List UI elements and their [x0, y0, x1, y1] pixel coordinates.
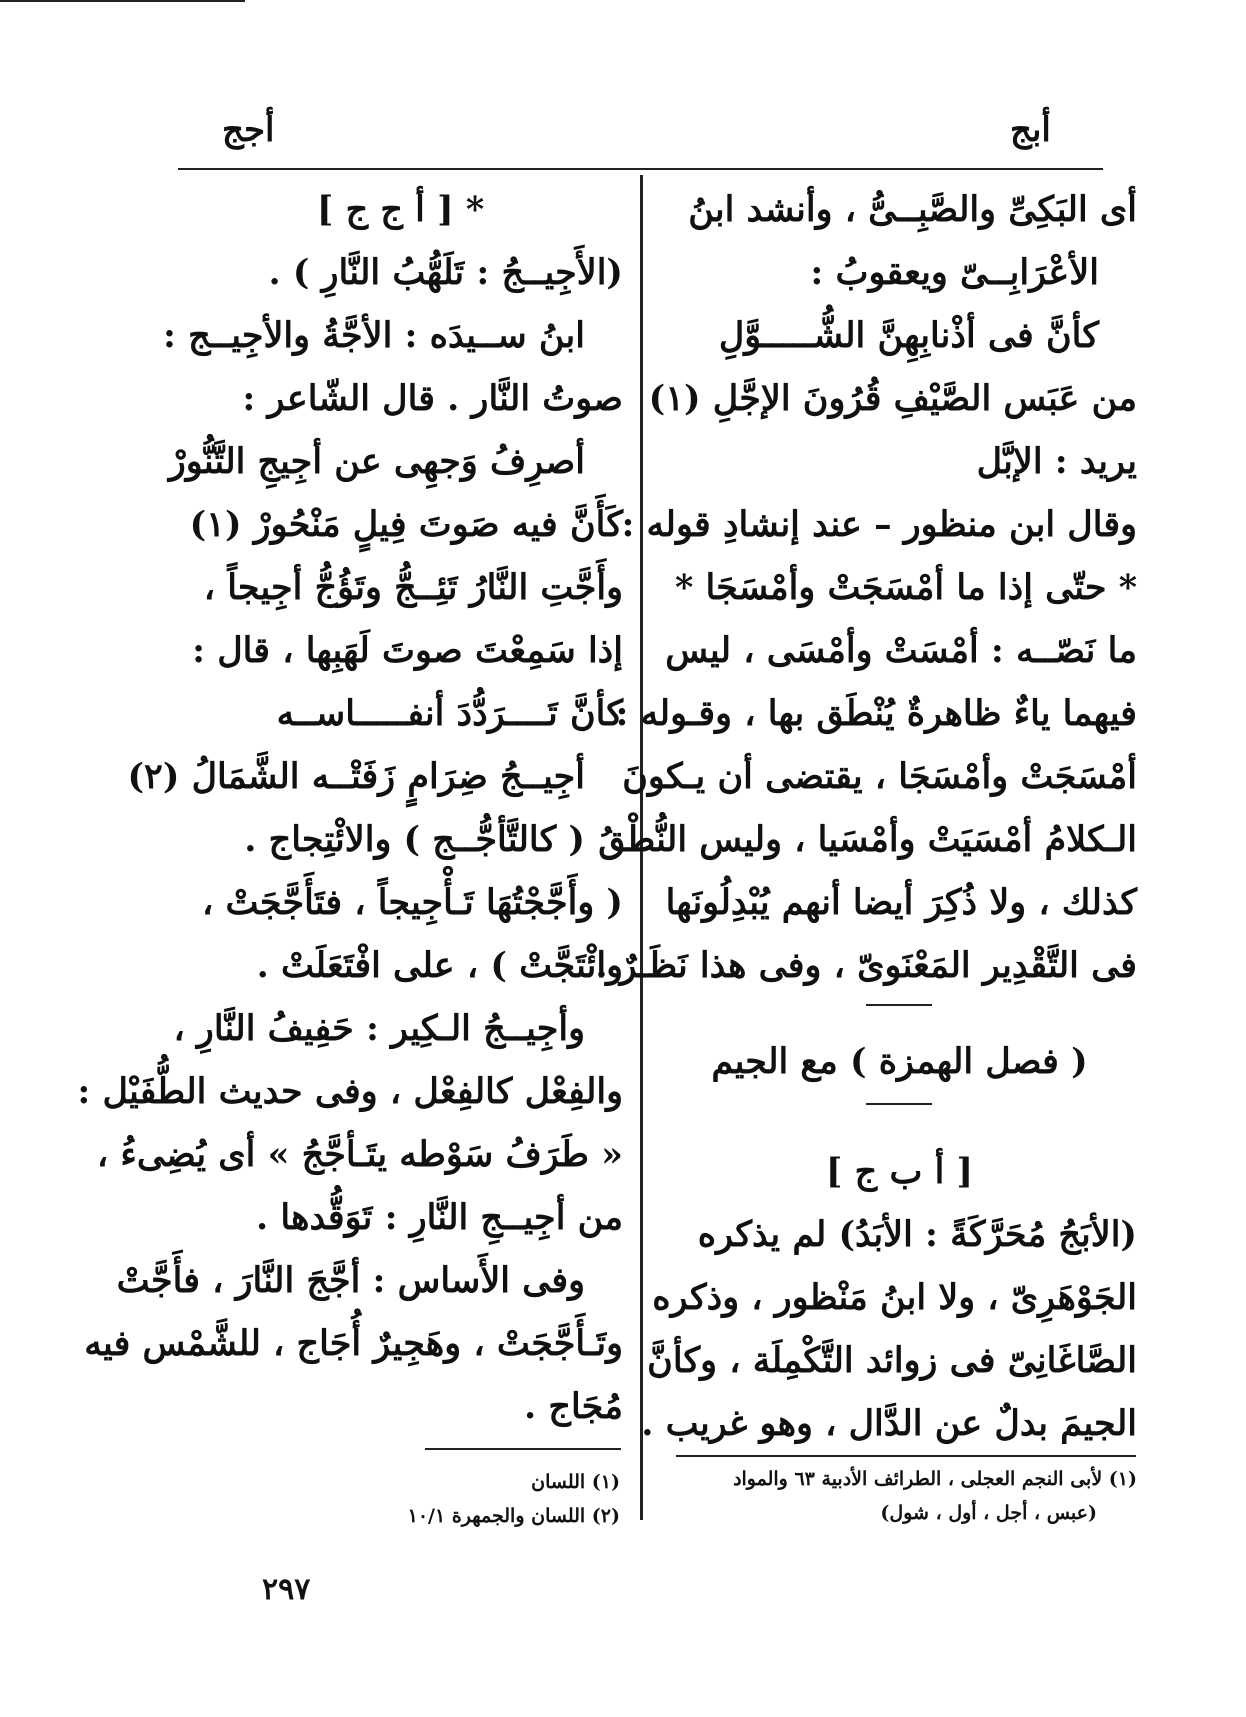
verse-line: أجِيــجُ ضِرَامٍ زَفَتْــه الشَّمَالُ (٢) [127, 756, 585, 797]
footnotes-right [662, 1462, 1137, 1530]
text-line: صوتُ النَّار . قال الشّاعر : [242, 378, 623, 419]
text-line: الأعْرَابِــىّ ويعقوبُ : [810, 252, 1099, 293]
text-line: والفِعْل كالفِعْل ، وفى حديث الطُّفَيْل : [77, 1071, 623, 1112]
verse-line: كأنَّ تَــــرَدُّدَ أنفـــــاســه [276, 693, 623, 734]
text-line: مُجَاج . [524, 1386, 623, 1427]
text-line: ( كالتَّأجُّــج ) والائْتِجاج . [244, 819, 585, 860]
text-line: وأجِيــجُ الـكِير : حَفِيفُ النَّارِ ، [173, 1008, 585, 1049]
text-line: الـكلامُ أمْسَيَتْ وأمْسَيا ، وليس النُّطْقُ [598, 819, 1137, 860]
section-rule-bottom [866, 1103, 932, 1105]
text-line: (الأبَجُ مُحَرَّكَةً : الأبَدُ) لم يذكره [697, 1214, 1137, 1255]
text-line: ما نَصّــه : أمْسَتْ وأمْسَى ، ليس [665, 630, 1137, 671]
section-title-wrap [662, 1030, 1137, 1093]
text-line: من أجِيــجِ النَّارِ : تَوَقُّدها . [255, 1197, 623, 1238]
verse-line: من عَبَس الصَّيْفِ قُرُونَ الإجَّلِ (١) [648, 378, 1137, 419]
footnote: (١) اللسان [531, 1471, 620, 1493]
footnote: (١) لأبى النجم العجلى ، الطرائف الأدبية ٦٣ والمواد [733, 1468, 1137, 1490]
text-line: الجَوْهَرِىّ ، ولا ابنُ مَنْظور ، وذكره [652, 1277, 1137, 1318]
entry-abj [641, 1140, 1137, 1455]
footnotes-left [380, 1465, 620, 1533]
footnote-rule-left [425, 1448, 621, 1450]
entry-heading: * [ أ ج ج ] [316, 189, 485, 230]
running-header-right: أبج [1010, 110, 1051, 150]
running-header-left: أجج [222, 110, 275, 150]
text-line: كذلك ، ولا ذُكِرَ أيضا أنهم يُبْدِلُونَها [665, 882, 1137, 923]
footnote: (٢) اللسان والجمهرة ١٠/١ [407, 1505, 620, 1527]
header-rule [178, 168, 1103, 170]
text-line: أى البَكِىِّ والصَّبِــىُّ ، وأنشد ابنُ [688, 189, 1137, 230]
entry-heading: [ أ ب ج ] [825, 1151, 974, 1192]
text-line: يريد : الإبَّل [976, 441, 1137, 482]
page-number: ٢٩٧ [262, 1572, 311, 1607]
text-line: ( وأَجَّجْتُهَا تَـأْجِيجاً ، فتَأَجَّجَتْ ، [202, 882, 623, 923]
text-line: إذا سَمِعْتَ صوتَ لَهَبِها ، قال : [192, 630, 623, 671]
text-line: الجيمَ بدلٌ عن الدَّال ، وهو غريب . [641, 1403, 1137, 1444]
text-line: « طَرَفُ سَوْطه يتَـأجَّجُ » أى يُضِىءُ ، [96, 1134, 623, 1175]
text-line: الصَّاغَانِىّ فى زوائد التَّكْمِلَة ، وكأنَّ [647, 1340, 1137, 1381]
text-line: وأَجَّتِ النَّارُ تَئِــجُّ وتَؤُجُّ أجِيجاً ، [203, 567, 623, 608]
text-line: ابنُ ســيدَه : الأجَّةُ والأجِيــج : [163, 315, 585, 356]
top-edge-line [0, 0, 245, 2]
left-column [77, 178, 623, 1438]
verse-line: أصرِفُ وَجهِى عن أجِيجِ التَّنُّورْ [168, 441, 585, 482]
text-line: وائْتَجَّتْ ) ، على افْتَعَلَتْ . [256, 945, 623, 986]
text-line: وفى الأَساس : أجَّجَ النَّارَ ، فأَجَّتْ [116, 1260, 585, 1301]
text-line: فيهما ياءٌ ظاهرةٌ يُنْطَق بها ، وقـوله : [615, 693, 1137, 734]
section-rule-top [866, 1004, 932, 1006]
verse-line: كأنَّ فى أذْنابِهِنَّ الشُّـــــوَّلِ [718, 315, 1099, 356]
footnote-rule-right [676, 1455, 1136, 1457]
right-column [595, 178, 1137, 997]
text-line: فى التَّقْدِير المَعْنَوىّ ، وفى هذا نَظَـرٌ . [595, 945, 1137, 986]
text-line: وتَـأَجَّجَتْ ، وهَجِيرٌ أُجَاج ، للشَّمْس فيه [84, 1323, 623, 1364]
text-line: وقال ابن منظور – عند إنشادِ قوله : [621, 504, 1137, 545]
verse-line: كَأَنَّ فيه صَوتَ فِيلٍ مَنْحُورْ (١) [189, 504, 623, 545]
text-line: أمْسَجَتْ وأمْسَجَا ، يقتضى أن يـكونَ [622, 756, 1137, 797]
section-title: ( فصل الهمزة ) مع الجيم [711, 1041, 1088, 1082]
footnote: (عبس ، أجل ، أول ، شول) [880, 1502, 1097, 1524]
text-line: (الأَجِيــجُ : تَلَهُّبُ النَّارِ ) . [268, 252, 623, 293]
verse-line: * حتّى إذا ما أمْسَجَتْ وأمْسَجَا * [674, 567, 1137, 608]
